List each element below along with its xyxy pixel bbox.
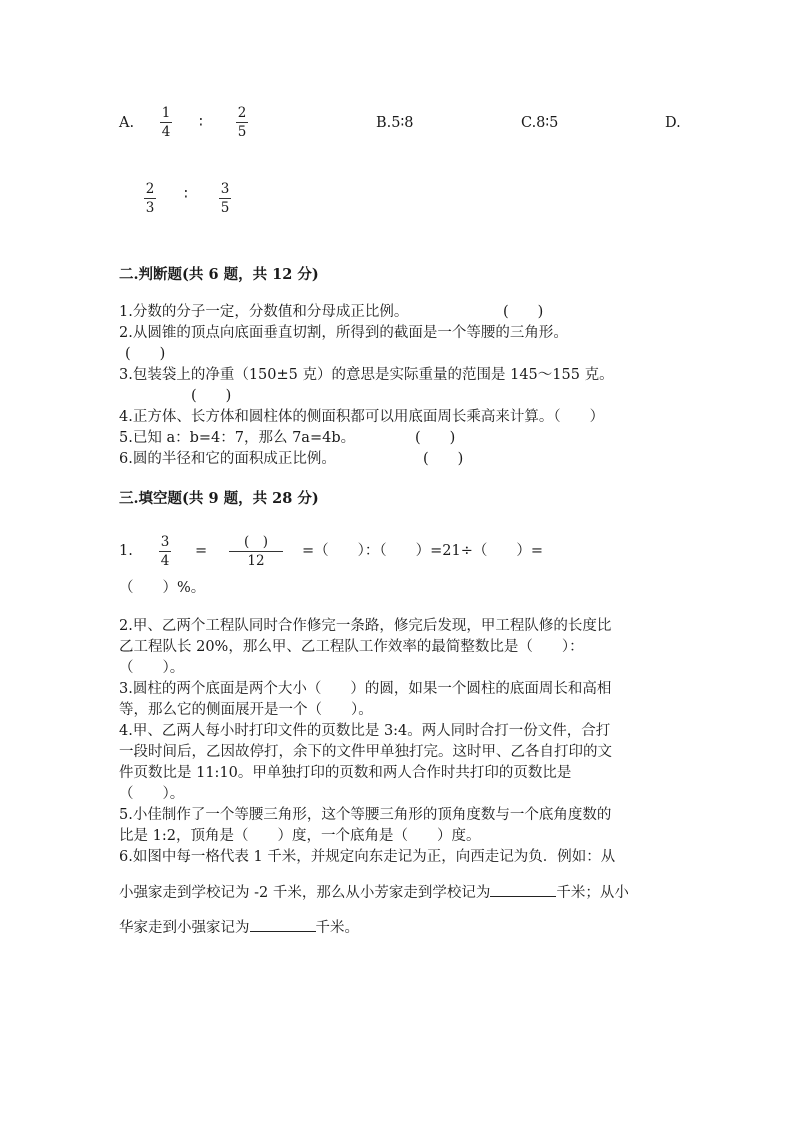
fill-q2-line3: （ ）。 bbox=[119, 660, 185, 676]
answer-blank bbox=[490, 882, 556, 897]
fill-q5-line2: 比是 1:2，顶角是（ ）度，一个底角是（ ）度。 bbox=[119, 828, 481, 844]
fraction-denominator: 5 bbox=[237, 124, 247, 140]
fraction-denominator: 4 bbox=[161, 124, 171, 140]
fraction-denominator: 12 bbox=[247, 553, 265, 569]
section-2-heading: 二.判断题(共 6 题，共 12 分) bbox=[119, 266, 319, 283]
judge-q6: 6.圆的半径和它的面积成正比例。 bbox=[119, 451, 336, 467]
fraction-numerator: 2 bbox=[145, 181, 155, 197]
fill-q5-line1: 5.小佳制作了一个等腰三角形，这个等腰三角形的顶角度数与一个底角度数的 bbox=[119, 807, 612, 823]
fill-q1-line2: （ ）%。 bbox=[119, 580, 206, 596]
judge-q4: 4.正方体、长方体和圆柱体的侧面积都可以用底面周长乘高来计算。（ ） bbox=[119, 409, 605, 425]
fill-q6-line3-text-a: 华家走到小强家记为 bbox=[119, 920, 250, 936]
judge-q2: 2.从圆锥的顶点向底面垂直切割，所得到的截面是一个等腰的三角形。 bbox=[119, 325, 568, 341]
fill-q4-line1: 4.甲、乙两人每小时打印文件的页数比是 3:4。两人同时合打一份文件，合打 bbox=[119, 723, 611, 739]
fill-q4-line3: 件页数比是 11:10。甲单独打印的页数和两人合作时共打印的页数比是 bbox=[119, 765, 572, 781]
option-a-fraction-2 bbox=[236, 105, 248, 140]
fill-q1-equals: = bbox=[195, 543, 208, 559]
fraction-denominator: 5 bbox=[220, 200, 230, 216]
fill-q3-line2: 等，那么它的侧面展开是一个（ ）。 bbox=[119, 702, 373, 718]
answer-blank bbox=[250, 917, 316, 932]
fraction-denominator: 3 bbox=[145, 200, 155, 216]
judge-q2-answer: ( ) bbox=[125, 346, 166, 362]
fill-q2-line1: 2.甲、乙两个工程队同时合作修完一条路，修完后发现，甲工程队修的长度比 bbox=[119, 618, 612, 634]
fraction-numerator: 3 bbox=[220, 181, 230, 197]
fraction-numerator: 2 bbox=[237, 105, 247, 121]
fill-q4-line2: 一段时间后，乙因故停打，余下的文件甲单独打完。这时甲、乙各自打印的文 bbox=[119, 744, 612, 760]
judge-q3: 3.包装袋上的净重（150±5 克）的意思是实际重量的范围是 145～155 克。 bbox=[119, 367, 614, 383]
judge-q5-answer: ( ) bbox=[415, 430, 456, 446]
option-d-colon: ∶ bbox=[184, 187, 188, 203]
fill-q1-blank-fraction bbox=[229, 534, 283, 569]
option-d-label: D. bbox=[665, 115, 681, 131]
fill-q2-line2: 乙工程队长 20%，那么甲、乙工程队工作效率的最简整数比是（ ）： bbox=[119, 639, 584, 655]
fill-q6-line3-text-b: 千米。 bbox=[315, 920, 359, 936]
fraction-denominator: 4 bbox=[160, 553, 170, 569]
section-3-heading: 三.填空题(共 9 题，共 28 分) bbox=[119, 490, 319, 507]
fill-q6-line2-text-b: 千米；从小 bbox=[556, 885, 629, 901]
fill-q1-label: 1. bbox=[119, 543, 133, 559]
fill-q1-rest: =（ ）：（ ）=21÷（ ）= bbox=[302, 543, 544, 559]
option-a-colon: ∶ bbox=[199, 115, 203, 131]
fill-q1-fraction bbox=[159, 534, 171, 569]
fill-q4-line4: （ ）。 bbox=[119, 786, 185, 802]
option-a-label: A. bbox=[119, 115, 135, 131]
option-d-fraction-1 bbox=[144, 181, 156, 216]
fill-q6-line2 bbox=[119, 882, 629, 903]
judge-q3-answer: ( ) bbox=[191, 388, 232, 404]
judge-q5: 5.已知 a：b=4：7，那么 7a=4b。 bbox=[119, 430, 356, 446]
fraction-numerator: 3 bbox=[160, 534, 170, 550]
fraction-numerator: 1 bbox=[161, 105, 171, 121]
option-d-fraction-2 bbox=[219, 181, 231, 216]
judge-q1: 1.分数的分子一定，分数值和分母成正比例。 bbox=[119, 304, 409, 320]
option-c: C.8∶5 bbox=[521, 115, 559, 131]
judge-q1-answer: ( ) bbox=[503, 304, 544, 320]
fraction-numerator: ( ) bbox=[243, 534, 269, 550]
fill-q6-line1: 6.如图中每一格代表 1 千米，并规定向东走记为正，向西走记为负．例如：从 bbox=[119, 849, 616, 865]
fill-q3-line1: 3.圆柱的两个底面是两个大小（ ）的圆，如果一个圆柱的底面周长和高相 bbox=[119, 681, 612, 697]
option-a-fraction-1 bbox=[160, 105, 172, 140]
fill-q6-line2-text-a: 小强家走到学校记为 -2 千米，那么从小芳家走到学校记为 bbox=[119, 885, 491, 901]
fill-q6-line3 bbox=[119, 917, 359, 938]
judge-q6-answer: ( ) bbox=[423, 451, 464, 467]
option-b: B.5∶8 bbox=[376, 115, 414, 131]
